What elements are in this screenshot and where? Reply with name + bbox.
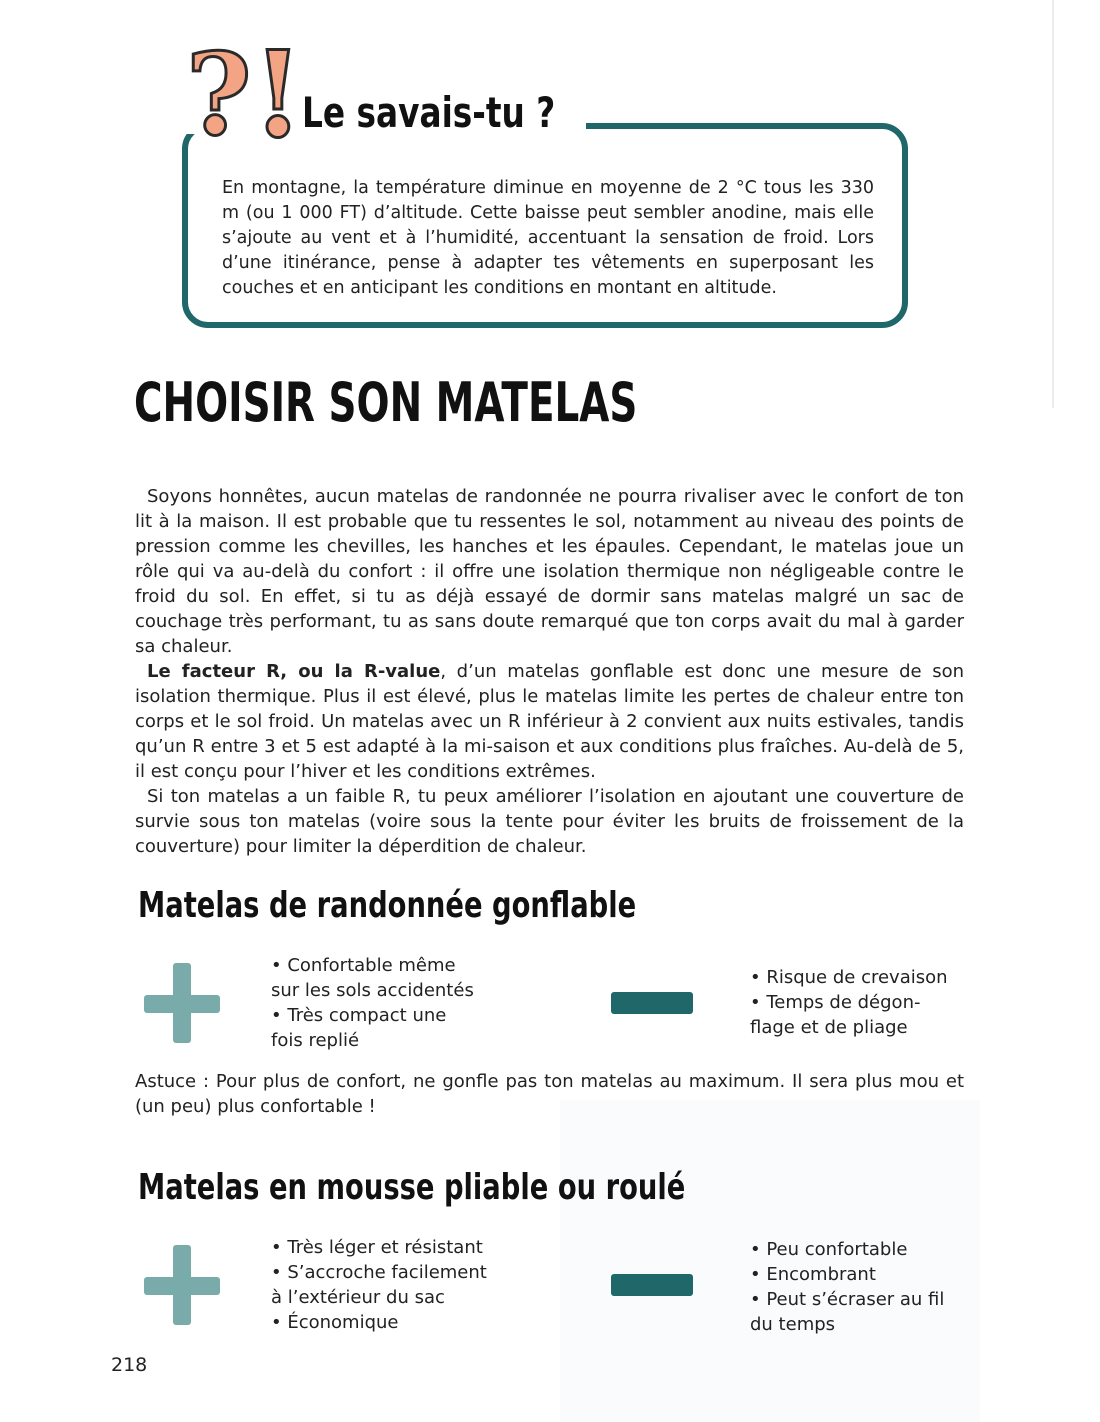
callout-title: Le savais-tu ?	[302, 88, 556, 137]
list-item: sur les sols accidentés	[271, 980, 474, 1001]
list-item: • Très léger et résistant	[271, 1237, 483, 1258]
list-item: • Économique	[271, 1312, 399, 1333]
minus-icon	[611, 1274, 693, 1296]
list-item: du temps	[750, 1314, 836, 1335]
list-item: • S’accroche facilement	[271, 1262, 487, 1283]
list-item: • Encombrant	[750, 1264, 876, 1285]
callout-text: En montagne, la température diminue en moyenne de 2 °C tous les 330 m (ou 1 000 FT) d’altitude. Cette baisse peut sembler anodine, mais elle s’ajoute au vent et à l’humidité, accentuant la sensation de froid. Lors d’une itinérance, pense à adapter tes vêtements en superposant les couches et en anticipant les conditions en montant en altitude.	[222, 178, 874, 298]
inflatable-title: Matelas de randonnée gonflable	[138, 885, 637, 926]
list-item: • Risque de crevaison	[750, 967, 948, 988]
paragraph-1: Soyons honnêtes, aucun matelas de randonnée ne pourra rivaliser avec le confort de ton lit à la maison. Il est probable que tu ressentes le sol, notamment au niveau des points de pression comme les chevilles, les hanches et les épaules. Cependant, le matelas joue un rôle qui va au-delà du confort : il offre une isolation thermique non négligeable contre le froid du sol. En effet, si tu as déjà essayé de dormir sans matelas malgré un sac de couchage très performant, tu as sans doute remarqué que ton corps avait du mal à garder sa chaleur.	[135, 486, 964, 657]
page-number: 218	[111, 1354, 148, 1376]
section-title: CHOISIR SON MATELAS	[134, 371, 638, 434]
foam-pros-list	[271, 1235, 487, 1335]
plus-icon	[144, 1245, 220, 1325]
list-item: • Confortable même	[271, 955, 456, 976]
list-item: • Peut s’écraser au fil	[750, 1289, 945, 1310]
list-item: • Temps de dégon-	[750, 992, 921, 1013]
list-item: • Peu confortable	[750, 1239, 908, 1260]
list-item: à l’extérieur du sac	[271, 1287, 445, 1308]
inflatable-cons-list	[750, 965, 948, 1040]
list-item: • Très compact une	[271, 1005, 447, 1026]
paragraph-2	[135, 659, 964, 784]
foam-cons-list	[750, 1237, 944, 1337]
paragraph-2-text: , d’un matelas gonflable est donc une mesure de son isolation thermique. Plus il est élevé, plus le matelas limite les pertes de chaleur entre ton corps et le sol froid. Un matelas avec un R inférieur à 2 convient aux nuits estivales, tandis qu’un R entre 3 et 5 est adapté à la mi-saison et aux conditions plus fraîches. Au-delà de 5, il est conçu pour l’hiver et les conditions extrêmes.	[135, 661, 964, 782]
inflatable-tip: Astuce : Pour plus de confort, ne gonfle pas ton matelas au maximum. Il sera plus mou et (un peu) plus confortable !	[135, 1071, 964, 1117]
minus-icon	[611, 992, 693, 1014]
r-value-term: Le facteur R, ou la R-value	[147, 661, 441, 682]
plus-icon	[144, 963, 220, 1043]
list-item: fois replié	[271, 1030, 360, 1051]
question-mark-icon: ?	[186, 30, 252, 161]
inflatable-pros-list	[271, 953, 474, 1053]
exclamation-mark-icon: !	[252, 25, 304, 164]
list-item: flage et de pliage	[750, 1017, 908, 1038]
paragraph-3: Si ton matelas a un faible R, tu peux améliorer l’isolation en ajoutant une couverture de survie sous ton matelas (voire sous la tente pour éviter les bruits de froissement de la couverture) pour limiter la déperdition de chaleur.	[135, 786, 964, 857]
foam-title: Matelas en mousse pliable ou roulé	[138, 1167, 686, 1208]
body-text	[135, 484, 964, 859]
page-edge-line	[1052, 0, 1054, 408]
